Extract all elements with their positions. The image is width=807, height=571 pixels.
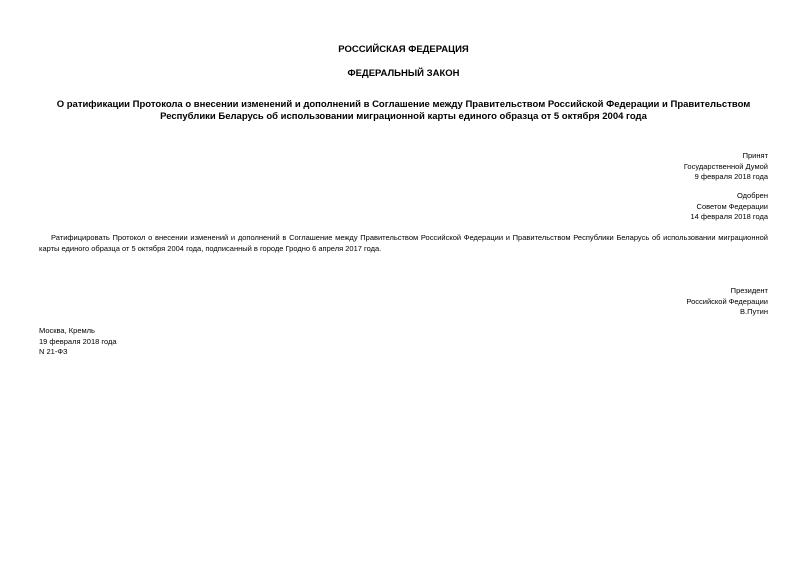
adopted-date: 9 февраля 2018 года — [694, 172, 768, 181]
signature-block — [686, 286, 768, 318]
place-name: Москва, Кремль — [39, 326, 95, 335]
signature-title: Президент — [730, 286, 768, 295]
signature-country: Российской Федерации — [686, 296, 768, 306]
law-title: О ратификации Протокола о внесении изменений и дополнений в Соглашение между Правительством Российской Федерации и Правительством Республики Беларусь об использовании миграционной карты единого образца от 5 октября 2004 года — [56, 99, 751, 122]
signature-name: В.Путин — [740, 307, 768, 316]
approved-body: Советом Федерации — [696, 201, 768, 211]
law-number: N 21-ФЗ — [39, 347, 68, 356]
adopted-label: Принят — [742, 151, 768, 160]
adopted-block — [684, 151, 768, 183]
law-body-text: Ратифицировать Протокол о внесении изменений и дополнений в Соглашение между Правительством Российской Федерации и Правительством Республики Беларусь об использовании миграционной карты единого образца от 5 октября 2004 года, подписанный в городе Гродно 6 апреля 2017 года. — [39, 233, 768, 253]
approved-label: Одобрен — [737, 191, 768, 200]
approved-block — [690, 191, 768, 223]
document-type-heading: ФЕДЕРАЛЬНЫЙ ЗАКОН — [347, 68, 460, 79]
signing-date: 19 февраля 2018 года — [39, 336, 117, 346]
adopted-body: Государственной Думой — [683, 161, 768, 171]
approved-date: 14 февраля 2018 года — [690, 212, 768, 221]
place-date-block — [39, 326, 117, 358]
country-heading: РОССИЙСКАЯ ФЕДЕРАЦИЯ — [338, 44, 469, 55]
